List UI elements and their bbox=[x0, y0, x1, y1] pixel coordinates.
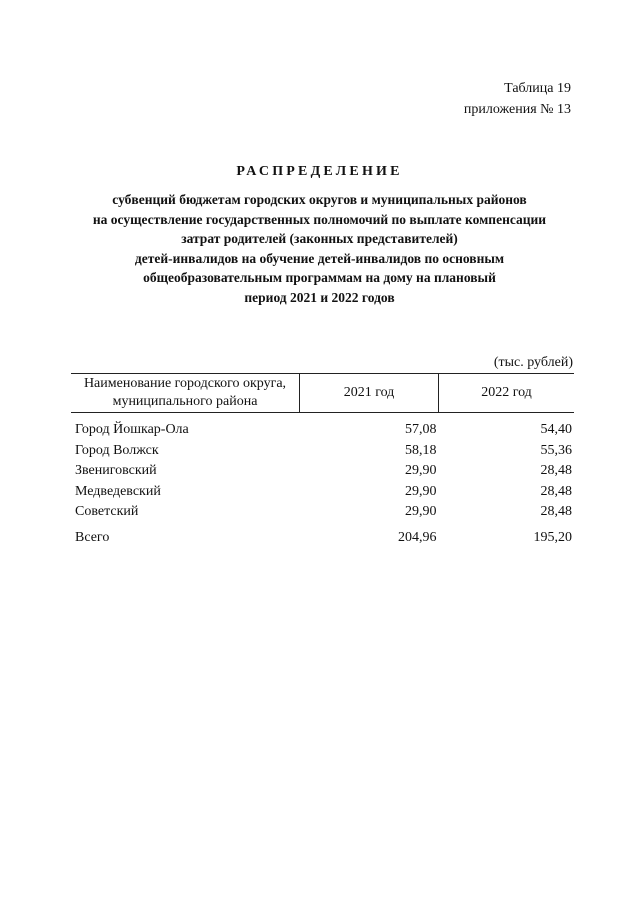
total-2021: 204,96 bbox=[398, 529, 437, 545]
subtitle-line: субвенций бюджетам городских округов и муниципальных районов bbox=[112, 192, 527, 207]
subtitle-line: период 2021 и 2022 годов bbox=[244, 289, 395, 305]
row-2022: 28,48 bbox=[540, 483, 572, 499]
row-2022: 28,48 bbox=[540, 504, 572, 520]
subtitle-line: детей-инвалидов на обучение детей-инвалидов по основным bbox=[134, 250, 505, 266]
subtitle-line: затрат родителей (законных представителей) bbox=[181, 231, 458, 247]
row-name: Медведевский bbox=[75, 483, 161, 499]
row-2021: 29,90 bbox=[405, 463, 437, 479]
appendix-reference: приложения № 13 bbox=[463, 102, 571, 117]
total-2022: 195,20 bbox=[533, 529, 572, 545]
header-2022: 2022 год bbox=[439, 374, 575, 413]
table-row bbox=[71, 441, 574, 462]
row-2022: 28,48 bbox=[540, 463, 572, 479]
row-name: Город Йошкар-Ола bbox=[75, 422, 189, 438]
table-header-row bbox=[71, 374, 574, 413]
row-2021: 29,90 bbox=[405, 504, 437, 520]
table-row bbox=[71, 461, 574, 482]
header-name-line2: муниципального района bbox=[112, 394, 258, 409]
row-2022: 54,40 bbox=[540, 422, 572, 438]
document-title: РАСПРЕДЕЛЕНИЕ bbox=[236, 164, 403, 179]
header-2021: 2021 год bbox=[300, 374, 439, 413]
header-name bbox=[71, 374, 300, 413]
row-2021: 58,18 bbox=[405, 442, 437, 458]
total-name: Всего bbox=[75, 529, 110, 545]
row-name: Город Волжск bbox=[75, 442, 159, 458]
table-row bbox=[71, 502, 574, 523]
row-name: Звениговский bbox=[75, 463, 157, 479]
distribution-table bbox=[71, 373, 574, 548]
row-2021: 29,90 bbox=[405, 483, 437, 499]
subtitle-line: общеобразовательным программам на дому на плановый bbox=[143, 270, 496, 286]
total-row bbox=[71, 528, 574, 549]
table-row bbox=[71, 482, 574, 503]
header-name-line1: Наименование городского округа, bbox=[83, 376, 287, 391]
row-2022: 55,36 bbox=[540, 442, 572, 458]
units-label: (тыс. рублей) bbox=[493, 355, 573, 370]
row-name: Советский bbox=[75, 504, 139, 520]
row-2021: 57,08 bbox=[405, 422, 437, 438]
subtitle-line: на осуществление государственных полномочий по выплате компенсации bbox=[92, 211, 547, 227]
document-subtitle bbox=[40, 190, 599, 308]
table-number: Таблица 19 bbox=[504, 81, 571, 96]
table-reference bbox=[464, 78, 571, 120]
table-row bbox=[71, 420, 574, 441]
